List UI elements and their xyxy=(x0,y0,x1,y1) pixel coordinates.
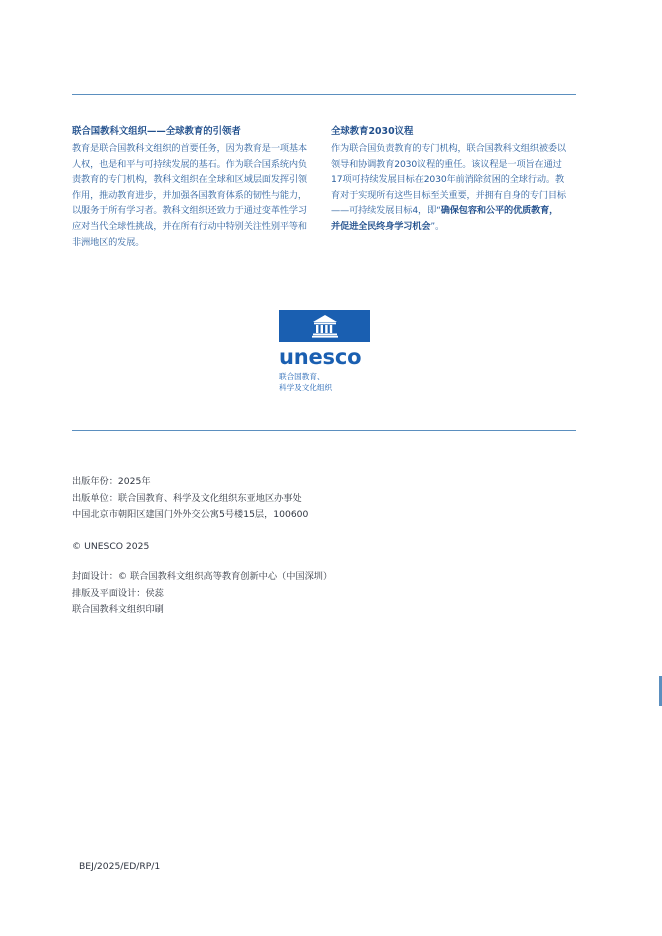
imprint-credits xyxy=(72,569,332,619)
temple-emblem-icon xyxy=(279,310,370,342)
copyright-notice: © UNESCO 2025 xyxy=(72,541,150,552)
logo-subtitle-line1: 联合国教育、 xyxy=(279,372,325,381)
right-body-emphasis: 确保包容和公平的优质教育，并促进全民终身学习机会 xyxy=(331,205,559,232)
imprint-publication xyxy=(72,474,308,524)
publisher-address: 中国北京市朝阳区建国门外外交公寓5号楼15层，100600 xyxy=(72,509,309,520)
left-column-heading: 联合国教科文组织——全球教育的引领者 xyxy=(72,126,241,137)
left-column xyxy=(72,125,308,250)
right-column-heading: 全球教育2030议程 xyxy=(331,126,414,137)
logo-subtitle-line2: 科学及文化组织 xyxy=(279,383,333,392)
unesco-logo xyxy=(279,310,379,393)
document-code: BEJ/2025/ED/RP/1 xyxy=(79,861,161,872)
printing-credit: 联合国教科文组织印刷 xyxy=(72,604,164,615)
cover-credit: 封面设计：© 联合国教科文组织高等教育创新中心（中国深圳） xyxy=(72,571,333,582)
right-column xyxy=(331,125,567,235)
left-column-body: 教育是联合国教科文组织的首要任务，因为教育是一项基本人权，也是和平与可持续发展的基石。作为联合国系统内负责教育的专门机构，教科文组织在全球和区域层面发挥引领作用，推动教育进步，并加强各国教育体系的韧性与能力，以服务于所有学习者。教科文组织还致力于通过变革性学习应对当代全球性挑战，并在所有行动中特别关注性别平等和非洲地区的发展。 xyxy=(72,143,307,248)
imprint-copyright xyxy=(72,539,149,556)
middle-divider xyxy=(72,430,576,431)
right-column-body xyxy=(331,141,567,235)
publisher: 出版单位：联合国教育、科学及文化组织东亚地区办事处 xyxy=(72,492,302,504)
layout-credit: 排版及平面设计：侯蕊 xyxy=(72,587,164,599)
unesco-wordmark: unesco xyxy=(279,345,362,369)
publication-year: 出版年份：2025年 xyxy=(72,476,151,487)
top-divider xyxy=(72,94,576,95)
right-body-end: ”。 xyxy=(430,220,445,232)
right-body-start: 作为联合国负责教育的专门机构，联合国教科文组织被委以领导和协调教育2030议程的重任。该议程是一项旨在通过17项可持续发展目标在2030年前消除贫困的全球行动。教育对于实现所有这些目标至关重要，并拥有自身的专门目标——可持续发展目标4，即“ xyxy=(331,143,566,217)
